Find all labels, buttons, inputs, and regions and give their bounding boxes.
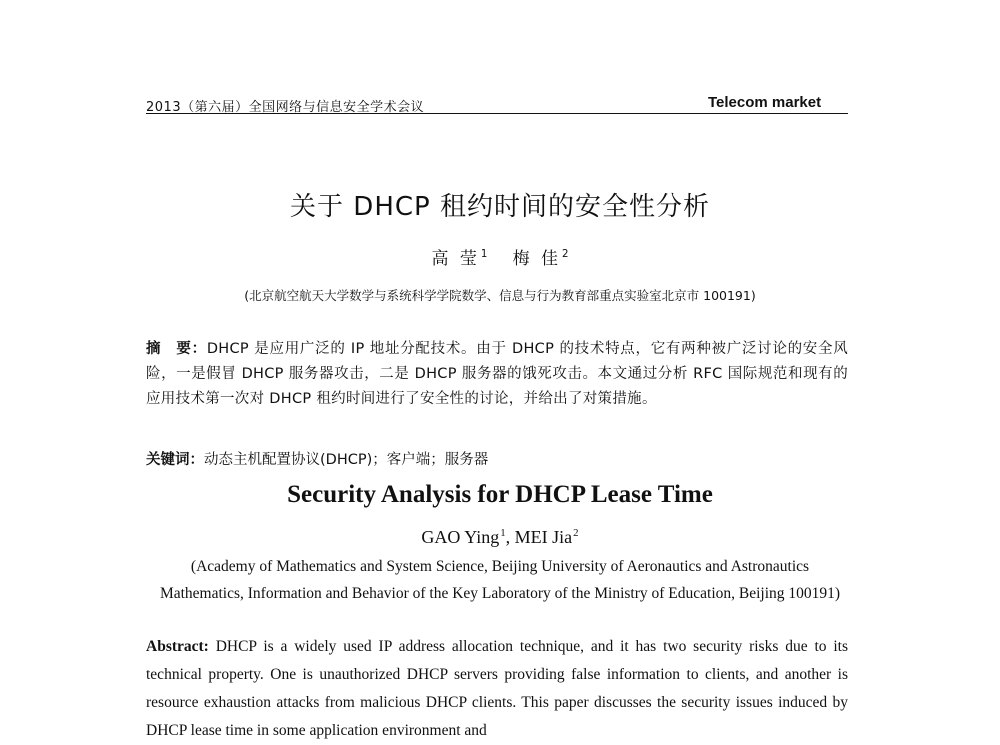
chinese-abstract-text: DHCP 是应用广泛的 IP 地址分配技术。由于 DHCP 的技术特点，它有两种被广泛讨论的安全风险，一是假冒 DHCP 服务器攻击，二是 DHCP 服务器的饿死攻击。本文通过分析 RFC 国际规范和现有的应用技术第一次对 DHCP 租约时间进行了安全性的讨论，并给出了对策措施。 <box>146 341 849 407</box>
chinese-affiliation: (北京航空航天大学数学与系统科学学院数学、信息与行为教育部重点实验室北京市 100191) <box>244 288 756 303</box>
english-author-2-sup: 2 <box>573 527 579 539</box>
chinese-abstract <box>146 337 848 412</box>
conference-header: 2013（第六届）全国网络与信息安全学术会议 <box>146 100 425 115</box>
english-abstract-text: DHCP is a widely used IP address allocation technique, and it has two security risks due to its technical property. One is unauthorized DHCP servers providing false information to clients, and another is resource exhaustion attacks from malicious DHCP clients. This paper discusses the security issues induced by DHCP lease time in some application environment and <box>146 638 848 739</box>
english-authors <box>0 527 1000 548</box>
english-title: Security Analysis for DHCP Lease Time <box>287 481 713 508</box>
chinese-author-2: 梅 佳 <box>512 249 562 269</box>
chinese-keywords-text: 动态主机配置协议(DHCP)；客户端；服务器 <box>204 452 489 468</box>
chinese-author-1-sup: 1 <box>480 249 488 261</box>
english-author-1-sup: 1 <box>500 527 506 539</box>
english-author-1: GAO Ying <box>421 527 500 547</box>
english-abstract <box>146 633 848 745</box>
journal-name: Telecom market <box>708 94 822 111</box>
chinese-author-2-sup: 2 <box>562 249 569 261</box>
chinese-keywords-label: 关键词： <box>146 452 204 468</box>
header-divider <box>146 113 848 114</box>
chinese-title: 关于 DHCP 租约时间的安全性分析 <box>290 192 710 222</box>
chinese-author-1: 高 莹 <box>431 249 480 269</box>
chinese-abstract-label: 摘 要： <box>146 341 207 357</box>
chinese-authors <box>0 244 1000 269</box>
english-affiliation: (Academy of Mathematics and System Science, Beijing University of Aeronautics and Astronautics Mathematics, Information and Behavior of the Key Laboratory of the Ministry of Education, Beijing 100191) <box>159 558 841 602</box>
english-author-2: MEI Jia <box>514 527 573 547</box>
english-author-separator: , <box>505 527 515 547</box>
english-abstract-label: Abstract: <box>146 638 209 655</box>
chinese-keywords <box>146 448 848 469</box>
